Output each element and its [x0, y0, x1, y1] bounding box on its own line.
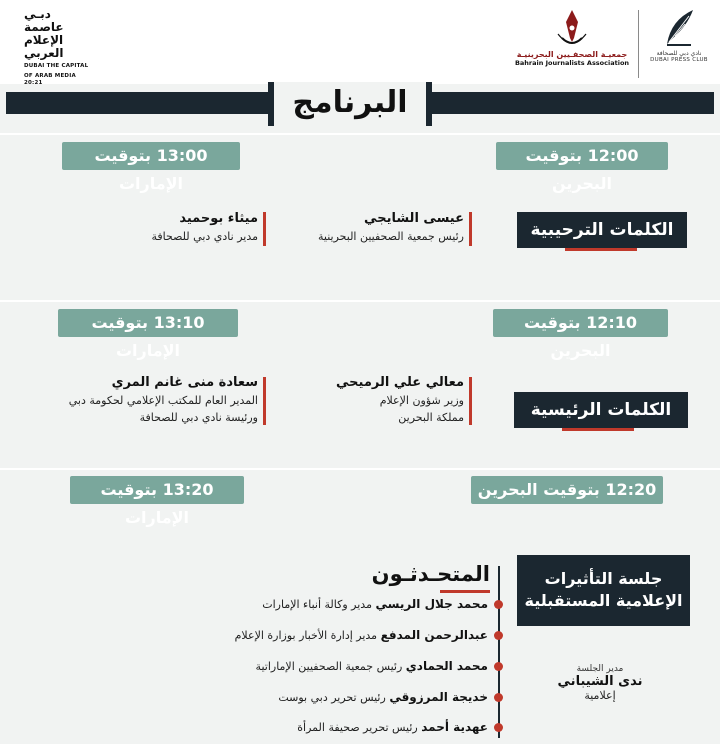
- timeline-line: [498, 566, 500, 738]
- speaker-marker: [469, 212, 472, 246]
- speaker-name: معالي علي الرميحي: [336, 375, 464, 390]
- title-box: [268, 82, 432, 126]
- timeline-dot: [494, 600, 503, 609]
- bahrain-journalists-association-logo: [512, 8, 632, 67]
- session-label-line: جلسة التأثيرات: [544, 569, 663, 588]
- speaker-name: عهدية أحمد: [421, 720, 488, 734]
- logo-text-line: الإعلام: [24, 33, 64, 47]
- speaker-name: عبدالرحمن المدفع: [380, 628, 488, 642]
- logo-text-line: دبـي: [24, 7, 51, 21]
- bahrain-time-pill: 12:00 بتوقيت البحرين: [496, 142, 668, 170]
- speaker: [90, 210, 258, 245]
- dpc-name-ar: نادي دبي للصحافة: [656, 50, 702, 57]
- moderator-label: مدير الجلسة: [576, 664, 624, 674]
- session-label-keynote: الكلمات الرئيسية: [514, 392, 688, 428]
- uae-time-pill: 13:10 بتوقيت الإمارات: [58, 309, 238, 337]
- speaker-role: رئيس تحرير صحيفة المرأة: [297, 721, 418, 734]
- speaker-role: رئيس جمعية الصحفيين الإماراتية: [255, 660, 403, 673]
- bahrain-time-pill: 12:20 بتوقيت البحرين: [471, 476, 663, 504]
- uae-time-pill: 13:00 بتوقيت الإمارات: [62, 142, 240, 170]
- quill-icon: [661, 6, 697, 50]
- pen-nib-icon: [552, 8, 592, 50]
- dubai-capital-arab-media-logo: [24, 8, 94, 87]
- logo-text-line: العربي: [24, 46, 64, 60]
- header-divider: [638, 10, 639, 78]
- dpc-name-en: DUBAI PRESS CLUB: [650, 57, 708, 63]
- section-divider: [0, 133, 720, 135]
- timeline-dot: [494, 631, 503, 640]
- session-label-line: الإعلامية المستقبلية: [524, 591, 683, 610]
- speakers-title: المتحـدثـون: [371, 562, 490, 586]
- speaker: [270, 210, 464, 245]
- speaker-role: مدير إدارة الأخبار بوزارة الإعلام: [234, 629, 378, 642]
- speaker-row: [200, 658, 488, 675]
- logo-text-line: عاصمة: [24, 20, 64, 34]
- speaker-marker: [263, 212, 266, 246]
- speaker: [20, 374, 258, 426]
- bahrain-time-pill: 12:10 بتوقيت البحرين: [493, 309, 668, 337]
- speaker: [290, 374, 464, 426]
- bja-name-ar: جمعيـة الصحفـيين البحرينيـة: [516, 50, 628, 59]
- section-divider: [0, 468, 720, 470]
- session-underline: [565, 248, 637, 251]
- speaker-role: مملكة البحرين: [398, 411, 464, 424]
- timeline-dot: [494, 662, 503, 671]
- speaker-role: وزير شؤون الإعلام: [379, 394, 464, 407]
- speaker-name: سعادة منى غانم المري: [111, 375, 258, 390]
- speaker-role: رئيس جمعية الصحفيين البحرينية: [317, 230, 464, 243]
- speaker-role: مدير نادي دبي للصحافة: [151, 230, 258, 243]
- speaker-name: ميثاء بوحميد: [179, 211, 258, 226]
- session-label-welcome: الكلمات الترحيبية: [517, 212, 687, 248]
- speaker-marker: [469, 377, 472, 425]
- section-divider: [0, 300, 720, 302]
- session-underline: [562, 428, 634, 431]
- moderator: [540, 664, 660, 702]
- speaker-role: ورئيسة نادي دبي للصحافة: [139, 411, 258, 424]
- speakers-title-underline: [440, 590, 490, 593]
- speaker-row: [200, 596, 488, 613]
- uae-time-pill: 13:20 بتوقيت الإمارات: [70, 476, 244, 504]
- logo-text-line: OF ARAB MEDIA 20:21: [24, 73, 76, 86]
- speaker-row: [200, 689, 488, 706]
- session-label-future-media: [517, 555, 690, 626]
- speaker-role: مدير وكالة أنباء الإمارات: [262, 598, 372, 611]
- moderator-name: ندى الشيباني: [557, 674, 643, 689]
- speaker-row: [200, 627, 488, 644]
- bja-name-en: Bahrain Journalists Association: [514, 59, 630, 67]
- speaker-name: محمد الحمادي: [405, 659, 488, 673]
- timeline-dot: [494, 723, 503, 732]
- page-title: البرنامج: [292, 85, 408, 120]
- moderator-role: إعلامية: [584, 689, 616, 702]
- speaker-role: رئيس تحرير دبي بوست: [278, 691, 386, 704]
- logo-text-line: DUBAI THE CAPITAL: [24, 63, 89, 69]
- speaker-role: المدير العام للمكتب الإعلامي لحكومة دبي: [68, 394, 258, 407]
- speaker-marker: [263, 377, 266, 425]
- speaker-name: خديجة المرزوقي: [389, 690, 488, 704]
- speaker-name: عيسى الشايجي: [364, 211, 464, 226]
- timeline-dot: [494, 693, 503, 702]
- dubai-press-club-logo: [646, 6, 712, 63]
- speaker-name: محمد جلال الريسي: [375, 597, 488, 611]
- speaker-row: [200, 719, 488, 736]
